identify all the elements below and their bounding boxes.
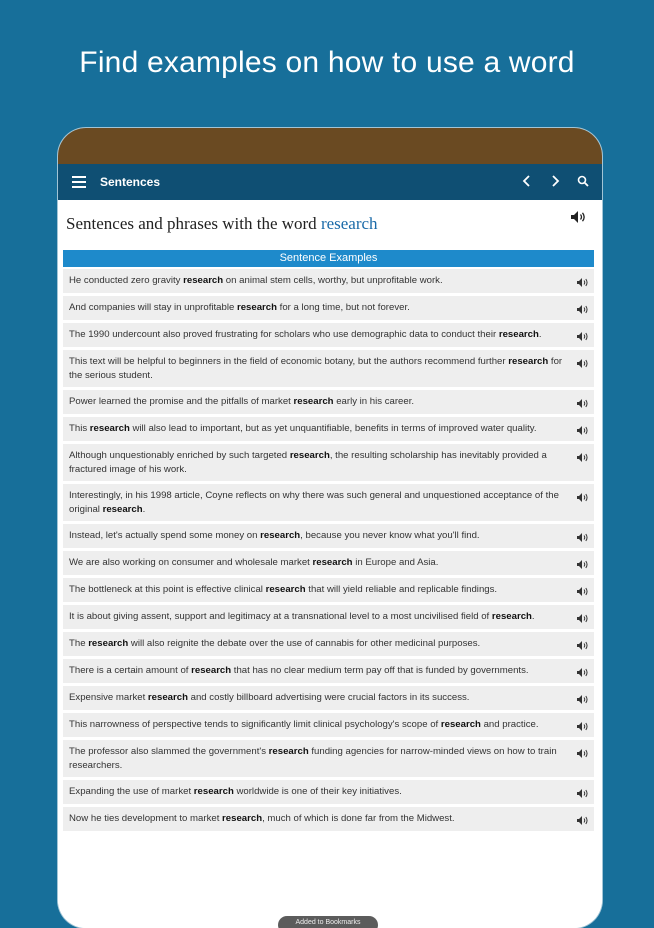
- page-title-prefix: Sentences and phrases with the word: [66, 214, 321, 233]
- sentence-row[interactable]: [63, 484, 594, 521]
- sentence-before: There is a certain amount of: [69, 665, 192, 676]
- sentence-text: [69, 583, 576, 597]
- sentence-row[interactable]: [63, 780, 594, 804]
- speaker-icon[interactable]: [576, 302, 590, 313]
- sentence-before: Instead, let's actually spend some money on: [69, 530, 261, 541]
- sentence-text: [69, 529, 576, 543]
- sentence-before: Interestingly, in his 1998 article, Coyne reflects on why there was such general and unquestioned acceptance of the original: [69, 490, 559, 515]
- sentence-keyword: research: [440, 719, 481, 730]
- sentence-before: Although unquestionably enriched by such targeted: [69, 450, 290, 461]
- sentence-row[interactable]: [63, 686, 594, 710]
- speaker-icon[interactable]: [570, 210, 588, 224]
- sentence-row[interactable]: [63, 390, 594, 414]
- sentence-text: [69, 301, 576, 315]
- sentence-keyword: research: [289, 450, 330, 461]
- sentence-text: [69, 691, 576, 705]
- speaker-icon[interactable]: [576, 719, 590, 730]
- status-bar: [58, 128, 602, 164]
- chevron-left-icon[interactable]: [520, 175, 534, 189]
- sentence-text: [69, 395, 576, 409]
- sentence-before: Expensive market: [69, 692, 148, 703]
- sentence-after: , the resulting scholarship has inevitably provided a fractured image of his work.: [69, 450, 547, 475]
- sentence-after: for the serious student.: [69, 356, 563, 381]
- sentence-after: worldwide is one of their key initiatives.: [233, 786, 402, 797]
- page-title-word: research: [320, 214, 378, 233]
- sentence-after: funding agencies for narrow-minded views on how to train researchers.: [69, 746, 557, 771]
- toolbar-title: Sentences: [100, 175, 161, 189]
- sentence-after: and costly billboard advertising were crucial factors in its success.: [187, 692, 470, 703]
- sentence-row[interactable]: [63, 417, 594, 441]
- sentence-text: [69, 449, 576, 476]
- sentence-after: , much of which is done far from the Midwest.: [262, 813, 455, 824]
- sentence-before: The: [69, 638, 89, 649]
- speaker-icon[interactable]: [576, 275, 590, 286]
- sentence-row[interactable]: [63, 807, 594, 831]
- sentence-text: [69, 785, 576, 799]
- sentence-before: And companies will stay in unprofitable: [69, 302, 237, 313]
- sentence-after: will also reignite the debate over the use of cannabis for other medicinal purposes.: [128, 638, 481, 649]
- sentence-after: will also lead to important, but as yet unquantifiable, benefits in terms of improved water quality.: [129, 423, 537, 434]
- sentence-keyword: research: [88, 638, 129, 649]
- sentence-row[interactable]: [63, 659, 594, 683]
- sentence-after: .: [531, 611, 535, 622]
- hamburger-menu-icon[interactable]: [72, 176, 86, 188]
- sentence-after: .: [538, 329, 542, 340]
- speaker-icon[interactable]: [576, 638, 590, 649]
- sentence-before: The professor also slammed the government's: [69, 746, 269, 757]
- sentence-keyword: research: [508, 356, 549, 367]
- sentence-keyword: research: [183, 275, 224, 286]
- sentence-keyword: research: [260, 530, 301, 541]
- sentence-text: [69, 556, 576, 570]
- sentence-text: [69, 274, 576, 288]
- sentence-keyword: research: [312, 557, 353, 568]
- sentence-after: , because you never know what you'll find.: [300, 530, 480, 541]
- sentence-row[interactable]: [63, 740, 594, 777]
- sentence-before: Now he ties development to market: [69, 813, 223, 824]
- sentence-before: The 1990 undercount also proved frustrating for scholars who use demographic data to conduct their: [69, 329, 499, 340]
- sentence-before: This narrowness of perspective tends to significantly limit clinical psychology's scope of: [69, 719, 441, 730]
- sentence-text: [69, 610, 576, 624]
- speaker-icon[interactable]: [576, 450, 590, 461]
- speaker-icon[interactable]: [576, 423, 590, 434]
- sentence-keyword: research: [191, 665, 232, 676]
- chevron-right-icon[interactable]: [548, 175, 562, 189]
- speaker-icon[interactable]: [576, 813, 590, 824]
- sentence-keyword: research: [268, 746, 309, 757]
- sentence-before: We are also working on consumer and wholesale market: [69, 557, 313, 568]
- sentence-keyword: research: [193, 786, 234, 797]
- sentence-after: early in his career.: [333, 396, 415, 407]
- device-frame: [58, 128, 602, 928]
- sentence-row[interactable]: [63, 296, 594, 320]
- speaker-icon[interactable]: [576, 396, 590, 407]
- speaker-icon[interactable]: [576, 611, 590, 622]
- sentence-keyword: research: [293, 396, 334, 407]
- speaker-icon[interactable]: [576, 665, 590, 676]
- sentence-keyword: research: [265, 584, 306, 595]
- sentence-before: Power learned the promise and the pitfalls of market: [69, 396, 294, 407]
- sentence-keyword: research: [236, 302, 277, 313]
- sentence-keyword: research: [102, 503, 143, 515]
- section-header: Sentence Examples: [63, 250, 594, 267]
- sentence-row[interactable]: [63, 578, 594, 602]
- sentence-before: He conducted zero gravity: [69, 275, 184, 286]
- sentence-before: Expanding the use of market: [69, 786, 194, 797]
- search-icon[interactable]: [576, 175, 590, 189]
- sentence-text: [69, 355, 576, 382]
- sentence-before: This text will be helpful to beginners in the field of economic botany, but the authors recommend further: [69, 356, 509, 367]
- page-title: [66, 214, 378, 234]
- speaker-icon[interactable]: [576, 329, 590, 340]
- sentence-text: [69, 328, 576, 342]
- sentence-row[interactable]: [63, 632, 594, 656]
- sentence-keyword: research: [491, 611, 532, 622]
- sentence-after: in Europe and Asia.: [352, 557, 439, 568]
- sentence-text: [69, 745, 576, 772]
- sentence-row[interactable]: [63, 713, 594, 737]
- sentence-text: [69, 664, 576, 678]
- speaker-icon[interactable]: [576, 557, 590, 568]
- sentence-keyword: research: [498, 329, 539, 340]
- speaker-icon[interactable]: [576, 530, 590, 541]
- sentence-row[interactable]: [63, 605, 594, 629]
- speaker-icon[interactable]: [576, 356, 590, 367]
- sentence-row[interactable]: [63, 269, 594, 293]
- sentence-text: [69, 812, 576, 826]
- sentence-keyword: research: [89, 423, 130, 434]
- sentence-row[interactable]: [63, 551, 594, 575]
- toast-notification: Added to Bookmarks: [278, 916, 378, 928]
- sentence-text: [69, 489, 576, 516]
- speaker-icon[interactable]: [576, 746, 590, 757]
- sentence-row[interactable]: [63, 323, 594, 347]
- sentence-before: The bottleneck at this point is effective clinical: [69, 584, 266, 595]
- sentence-keyword: research: [147, 692, 188, 703]
- sentence-text: [69, 637, 576, 651]
- sentence-after: that will yield reliable and replicable findings.: [305, 584, 498, 595]
- sentence-text: [69, 422, 576, 436]
- sentence-before: It is about giving assent, support and legitimacy at a transnational level to a most uncivilised field of: [69, 611, 492, 622]
- sentence-after: for a long time, but not forever.: [277, 302, 410, 313]
- speaker-icon[interactable]: [576, 490, 590, 501]
- speaker-icon[interactable]: [576, 692, 590, 703]
- sentence-list: [63, 269, 594, 834]
- sentence-after: on animal stem cells, worthy, but unprofitable work.: [223, 275, 443, 286]
- sentence-text: [69, 718, 576, 732]
- sentence-row[interactable]: [63, 524, 594, 548]
- speaker-icon[interactable]: [576, 584, 590, 595]
- sentence-after: that has no clear medium term pay off that is funded by governments.: [231, 665, 529, 676]
- sentence-keyword: research: [222, 813, 263, 824]
- sentence-row[interactable]: [63, 444, 594, 481]
- speaker-icon[interactable]: [576, 786, 590, 797]
- sentence-row[interactable]: [63, 350, 594, 387]
- sentence-after: and practice.: [480, 719, 539, 730]
- sentence-after: .: [142, 503, 146, 515]
- content-area: [58, 200, 602, 928]
- headline: Find examples on how to use a word: [79, 46, 575, 79]
- sentence-before: This: [69, 423, 90, 434]
- app-toolbar: [58, 164, 602, 200]
